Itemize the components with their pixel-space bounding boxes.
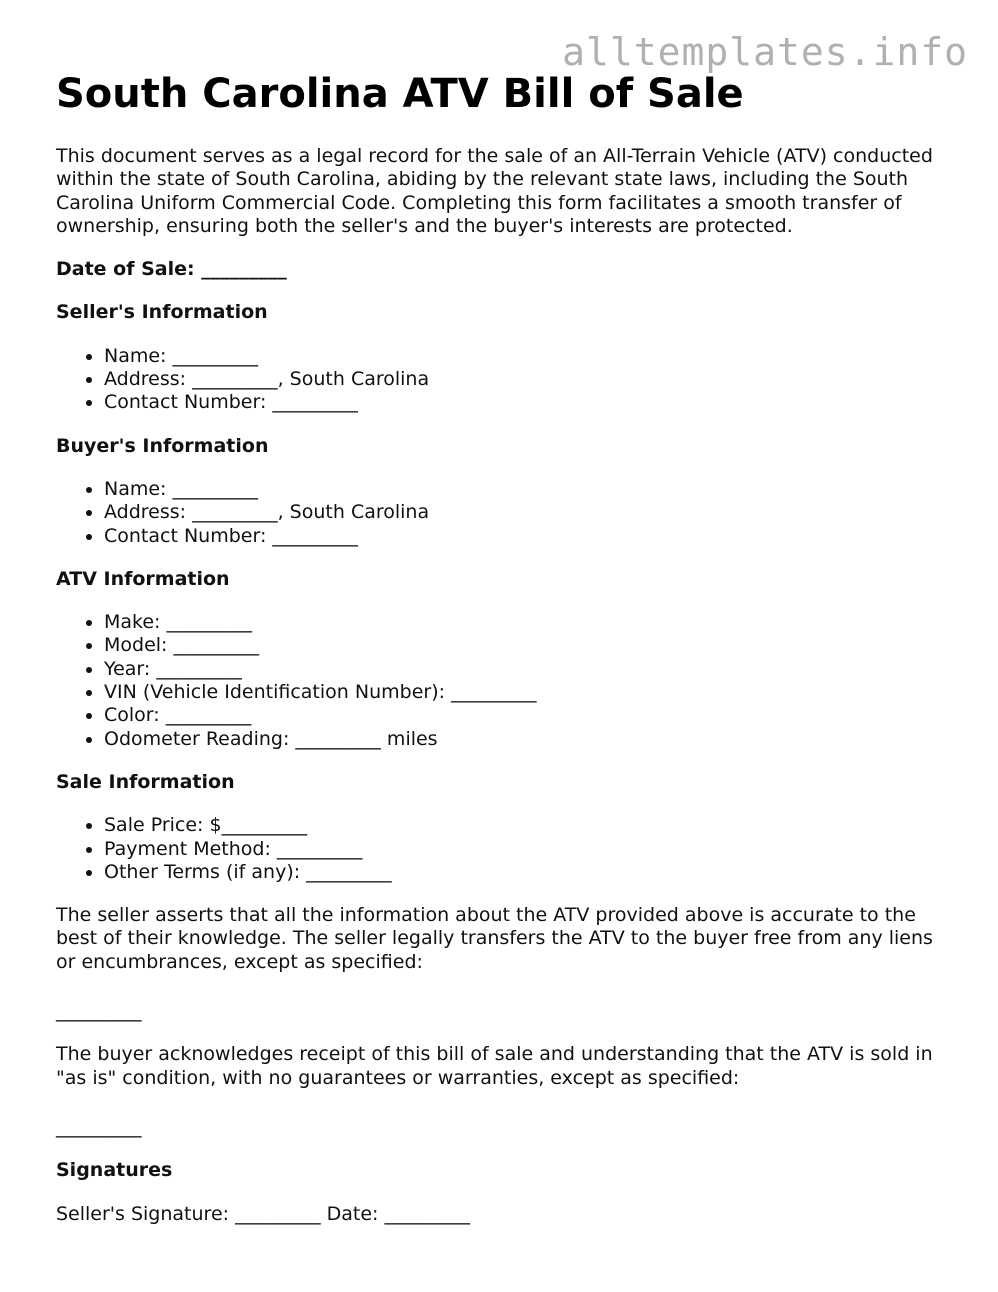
intro-paragraph: This document serves as a legal record for the sale of an All-Terrain Vehicle (ATV) conducted within the state of South Carolina, abiding by the relevant state laws, including the South Carolina Uniform Commercial Code. Completing this form facilitates a smooth transfer of ownership, ensuring both the seller's and the buyer's interests are protected. [56, 145, 933, 237]
signatures-heading: Signatures [56, 1159, 173, 1182]
page-title: South Carolina ATV Bill of Sale [56, 71, 744, 117]
buyer-exceptions-blank: _________ [56, 1115, 142, 1138]
buyer-list [56, 478, 956, 548]
document-page [56, 70, 956, 1226]
list-item: • Year: _________ [104, 658, 956, 681]
buyer-statement: The buyer acknowledges receipt of this bill of sale and understanding that the ATV is sold in "as is" condition, with no guarantees or warranties, except as specified: [56, 1043, 933, 1089]
list-item: • Address: _________, South Carolina [104, 368, 956, 391]
buyer-heading: Buyer's Information [56, 434, 269, 457]
seller-exceptions-blank: _________ [56, 1000, 142, 1023]
list-item: • Odometer Reading: _________ miles [104, 728, 956, 751]
list-item: • VIN (Vehicle Identification Number): _________ [104, 681, 956, 704]
list-item: • Contact Number: _________ [104, 525, 956, 548]
seller-signature-line: Seller's Signature: _________ Date: _________ [56, 1202, 470, 1225]
sale-heading: Sale Information [56, 770, 235, 793]
list-item: • Name: _________ [104, 478, 956, 501]
list-item: • Address: _________, South Carolina [104, 501, 956, 524]
list-item: • Contact Number: _________ [104, 391, 956, 414]
date-of-sale: Date of Sale: _________ [56, 258, 287, 281]
sale-list [56, 814, 956, 884]
watermark: alltemplates.info [562, 30, 968, 74]
list-item: • Name: _________ [104, 345, 956, 368]
atv-list [56, 611, 956, 751]
seller-list [56, 345, 956, 415]
list-item: • Model: _________ [104, 634, 956, 657]
seller-heading: Seller's Information [56, 301, 268, 324]
list-item: • Other Terms (if any): _________ [104, 861, 956, 884]
atv-heading: ATV Information [56, 567, 230, 590]
list-item: • Sale Price: $_________ [104, 814, 956, 837]
list-item: • Make: _________ [104, 611, 956, 634]
list-item: • Color: _________ [104, 704, 956, 727]
list-item: • Payment Method: _________ [104, 838, 956, 861]
seller-statement: The seller asserts that all the information about the ATV provided above is accurate to the best of their knowledge. The seller legally transfers the ATV to the buyer free from any liens or encumbrances, except as specified: [56, 904, 933, 973]
